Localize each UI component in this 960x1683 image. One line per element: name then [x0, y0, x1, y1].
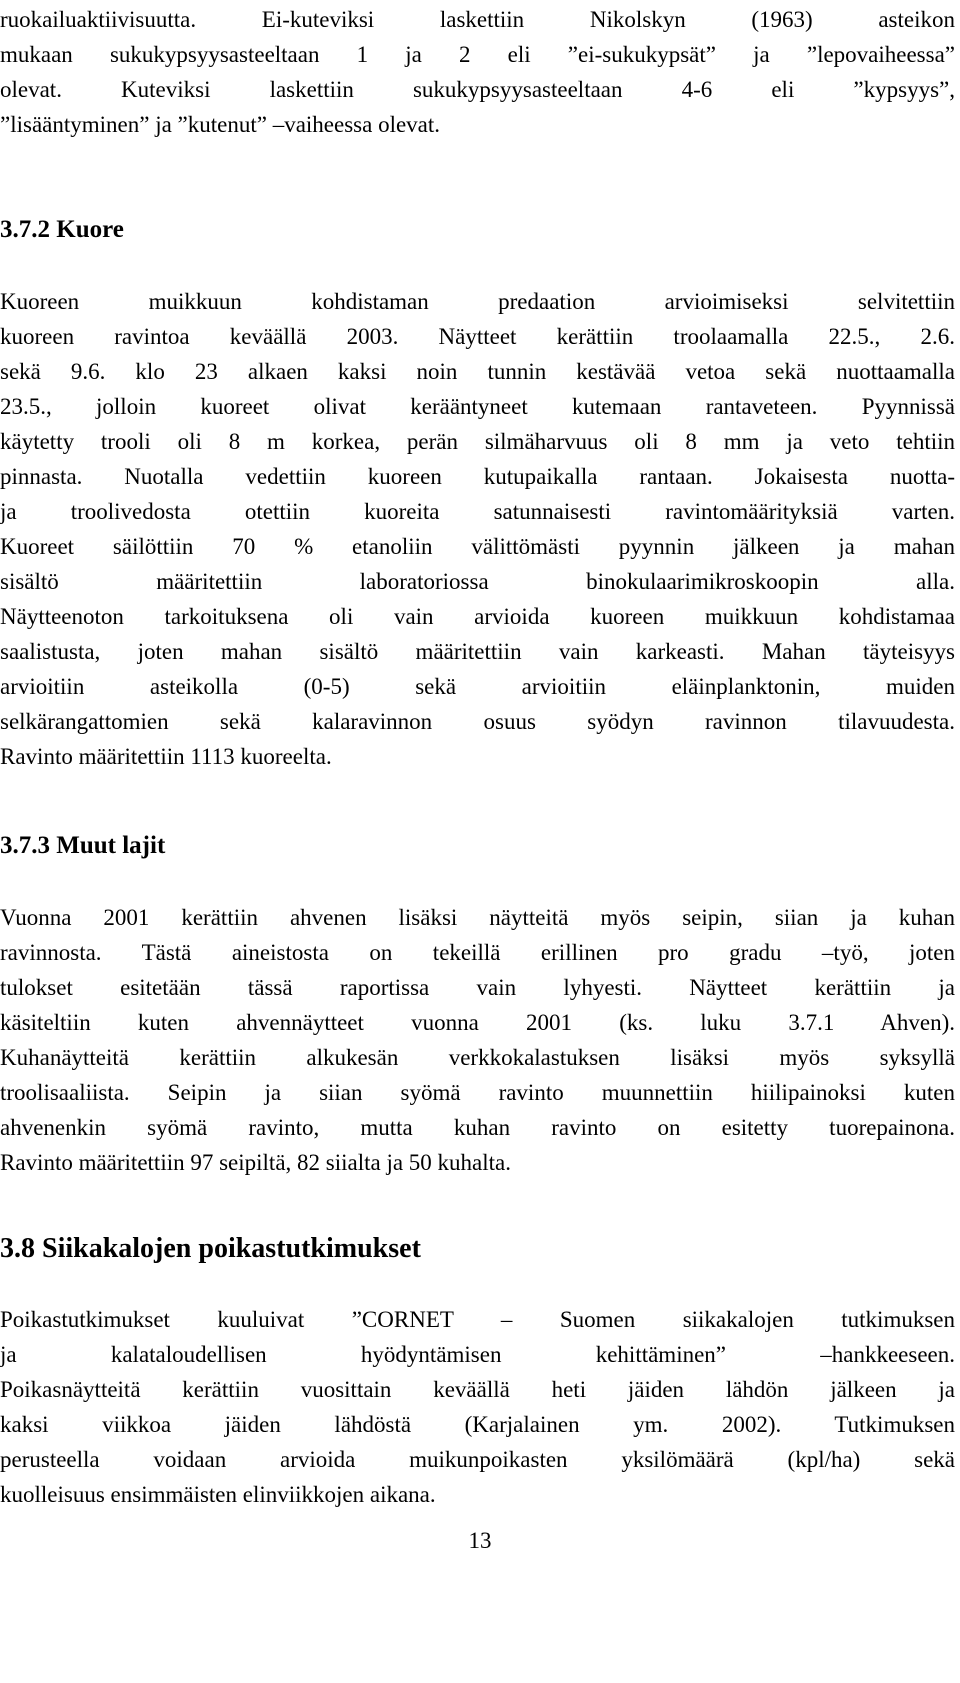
paragraph-line: selkärangattomien sekä kalaravinnon osuus syödyn ravinnon tilavuudesta. [0, 709, 955, 734]
section-heading-siikakalojen-poikastutkimukset: 3.8 Siikakalojen poikastutkimukset [0, 1233, 421, 1264]
paragraph-line: Kuhanäytteitä kerättiin alkukesän verkkokalastuksen lisäksi myös syksyllä [0, 1045, 955, 1070]
paragraph-line: sisältö määritettiin laboratoriossa binokulaarimikroskoopin alla. [0, 569, 955, 594]
paragraph-line: arvioitiin asteikolla (0-5) sekä arvioitiin eläinplanktonin, muiden [0, 674, 955, 699]
paragraph-line: olevat. Kuteviksi laskettiin sukukypsyysasteeltaan 4-6 eli ”kypsyys”, [0, 77, 955, 102]
paragraph-line: ravinnosta. Tästä aineistosta on tekeillä erillinen pro gradu –työ, joten [0, 940, 955, 965]
paragraph-line: mukaan sukukypsyysasteeltaan 1 ja 2 eli ”ei-sukukypsät” ja ”lepovaiheessa” [0, 42, 955, 67]
paragraph-line: 23.5., jolloin kuoreet olivat kerääntyneet kutemaan rantaveteen. Pyynnissä [0, 394, 955, 419]
paragraph-line: kuolleisuus ensimmäisten elinviikkojen aikana. [0, 1482, 436, 1507]
paragraph-line: sekä 9.6. klo 23 alkaen kaksi noin tunnin kestävää vetoa sekä nuottaamalla [0, 359, 955, 384]
paragraph-line: ahvenenkin syömä ravinto, mutta kuhan ravinto on esitetty tuorepainona. [0, 1115, 955, 1140]
paragraph-line: käytetty trooli oli 8 m korkea, perän silmäharvuus oli 8 mm ja veto tehtiin [0, 429, 955, 454]
paragraph-line: saalistusta, joten mahan sisältö määritettiin vain karkeasti. Mahan täyteisyys [0, 639, 955, 664]
section-heading-muut-lajit: 3.7.3 Muut lajit [0, 832, 166, 859]
paragraph-line: ruokailuaktiivisuutta. Ei-kuteviksi laskettiin Nikolskyn (1963) asteikon [0, 7, 955, 32]
paragraph-line: Ravinto määritettiin 97 seipiltä, 82 siialta ja 50 kuhalta. [0, 1150, 511, 1175]
paragraph-line: Poikasnäytteitä kerättiin vuosittain keväällä heti jäiden lähdön jälkeen ja [0, 1377, 955, 1402]
paragraph-line: Näytteenoton tarkoituksena oli vain arvioida kuoreen muikkuun kohdistamaa [0, 604, 955, 629]
paragraph-line: kuoreen ravintoa keväällä 2003. Näytteet kerättiin troolaamalla 22.5., 2.6. [0, 324, 955, 349]
paragraph-line: Kuoreet säilöttiin 70 % etanoliin välittömästi pyynnin jälkeen ja mahan [0, 534, 955, 559]
paragraph-line: troolisaaliista. Seipin ja siian syömä ravinto muunnettiin hiilipainoksi kuten [0, 1080, 955, 1105]
paragraph-line: käsiteltiin kuten ahvennäytteet vuonna 2001 (ks. luku 3.7.1 Ahven). [0, 1010, 955, 1035]
paragraph-line: kaksi viikkoa jäiden lähdöstä (Karjalainen ym. 2002). Tutkimuksen [0, 1412, 955, 1437]
paragraph-line: Ravinto määritettiin 1113 kuoreelta. [0, 744, 332, 769]
paragraph-line: Vuonna 2001 kerättiin ahvenen lisäksi näytteitä myös seipin, siian ja kuhan [0, 905, 955, 930]
paragraph-line: ja kalataloudellisen hyödyntämisen kehittäminen” –hankkeeseen. [0, 1342, 955, 1367]
section-heading-kuore: 3.7.2 Kuore [0, 216, 124, 243]
paragraph-line: pinnasta. Nuotalla vedettiin kuoreen kutupaikalla rantaan. Jokaisesta nuotta- [0, 464, 955, 489]
paragraph-line: tulokset esitetään tässä raportissa vain lyhyesti. Näytteet kerättiin ja [0, 975, 955, 1000]
paragraph-line: ”lisääntyminen” ja ”kutenut” –vaiheessa olevat. [0, 112, 441, 137]
paragraph-line: Kuoreen muikkuun kohdistaman predaation arvioimiseksi selvitettiin [0, 289, 955, 314]
paragraph-line: Poikastutkimukset kuuluivat ”CORNET – Suomen siikakalojen tutkimuksen [0, 1307, 955, 1332]
page-number: 13 [468, 1528, 492, 1553]
paragraph-line: ja troolivedosta otettiin kuoreita satunnaisesti ravintomäärityksiä varten. [0, 499, 955, 524]
paragraph-line: perusteella voidaan arvioida muikunpoikasten yksilömäärä (kpl/ha) sekä [0, 1447, 955, 1472]
